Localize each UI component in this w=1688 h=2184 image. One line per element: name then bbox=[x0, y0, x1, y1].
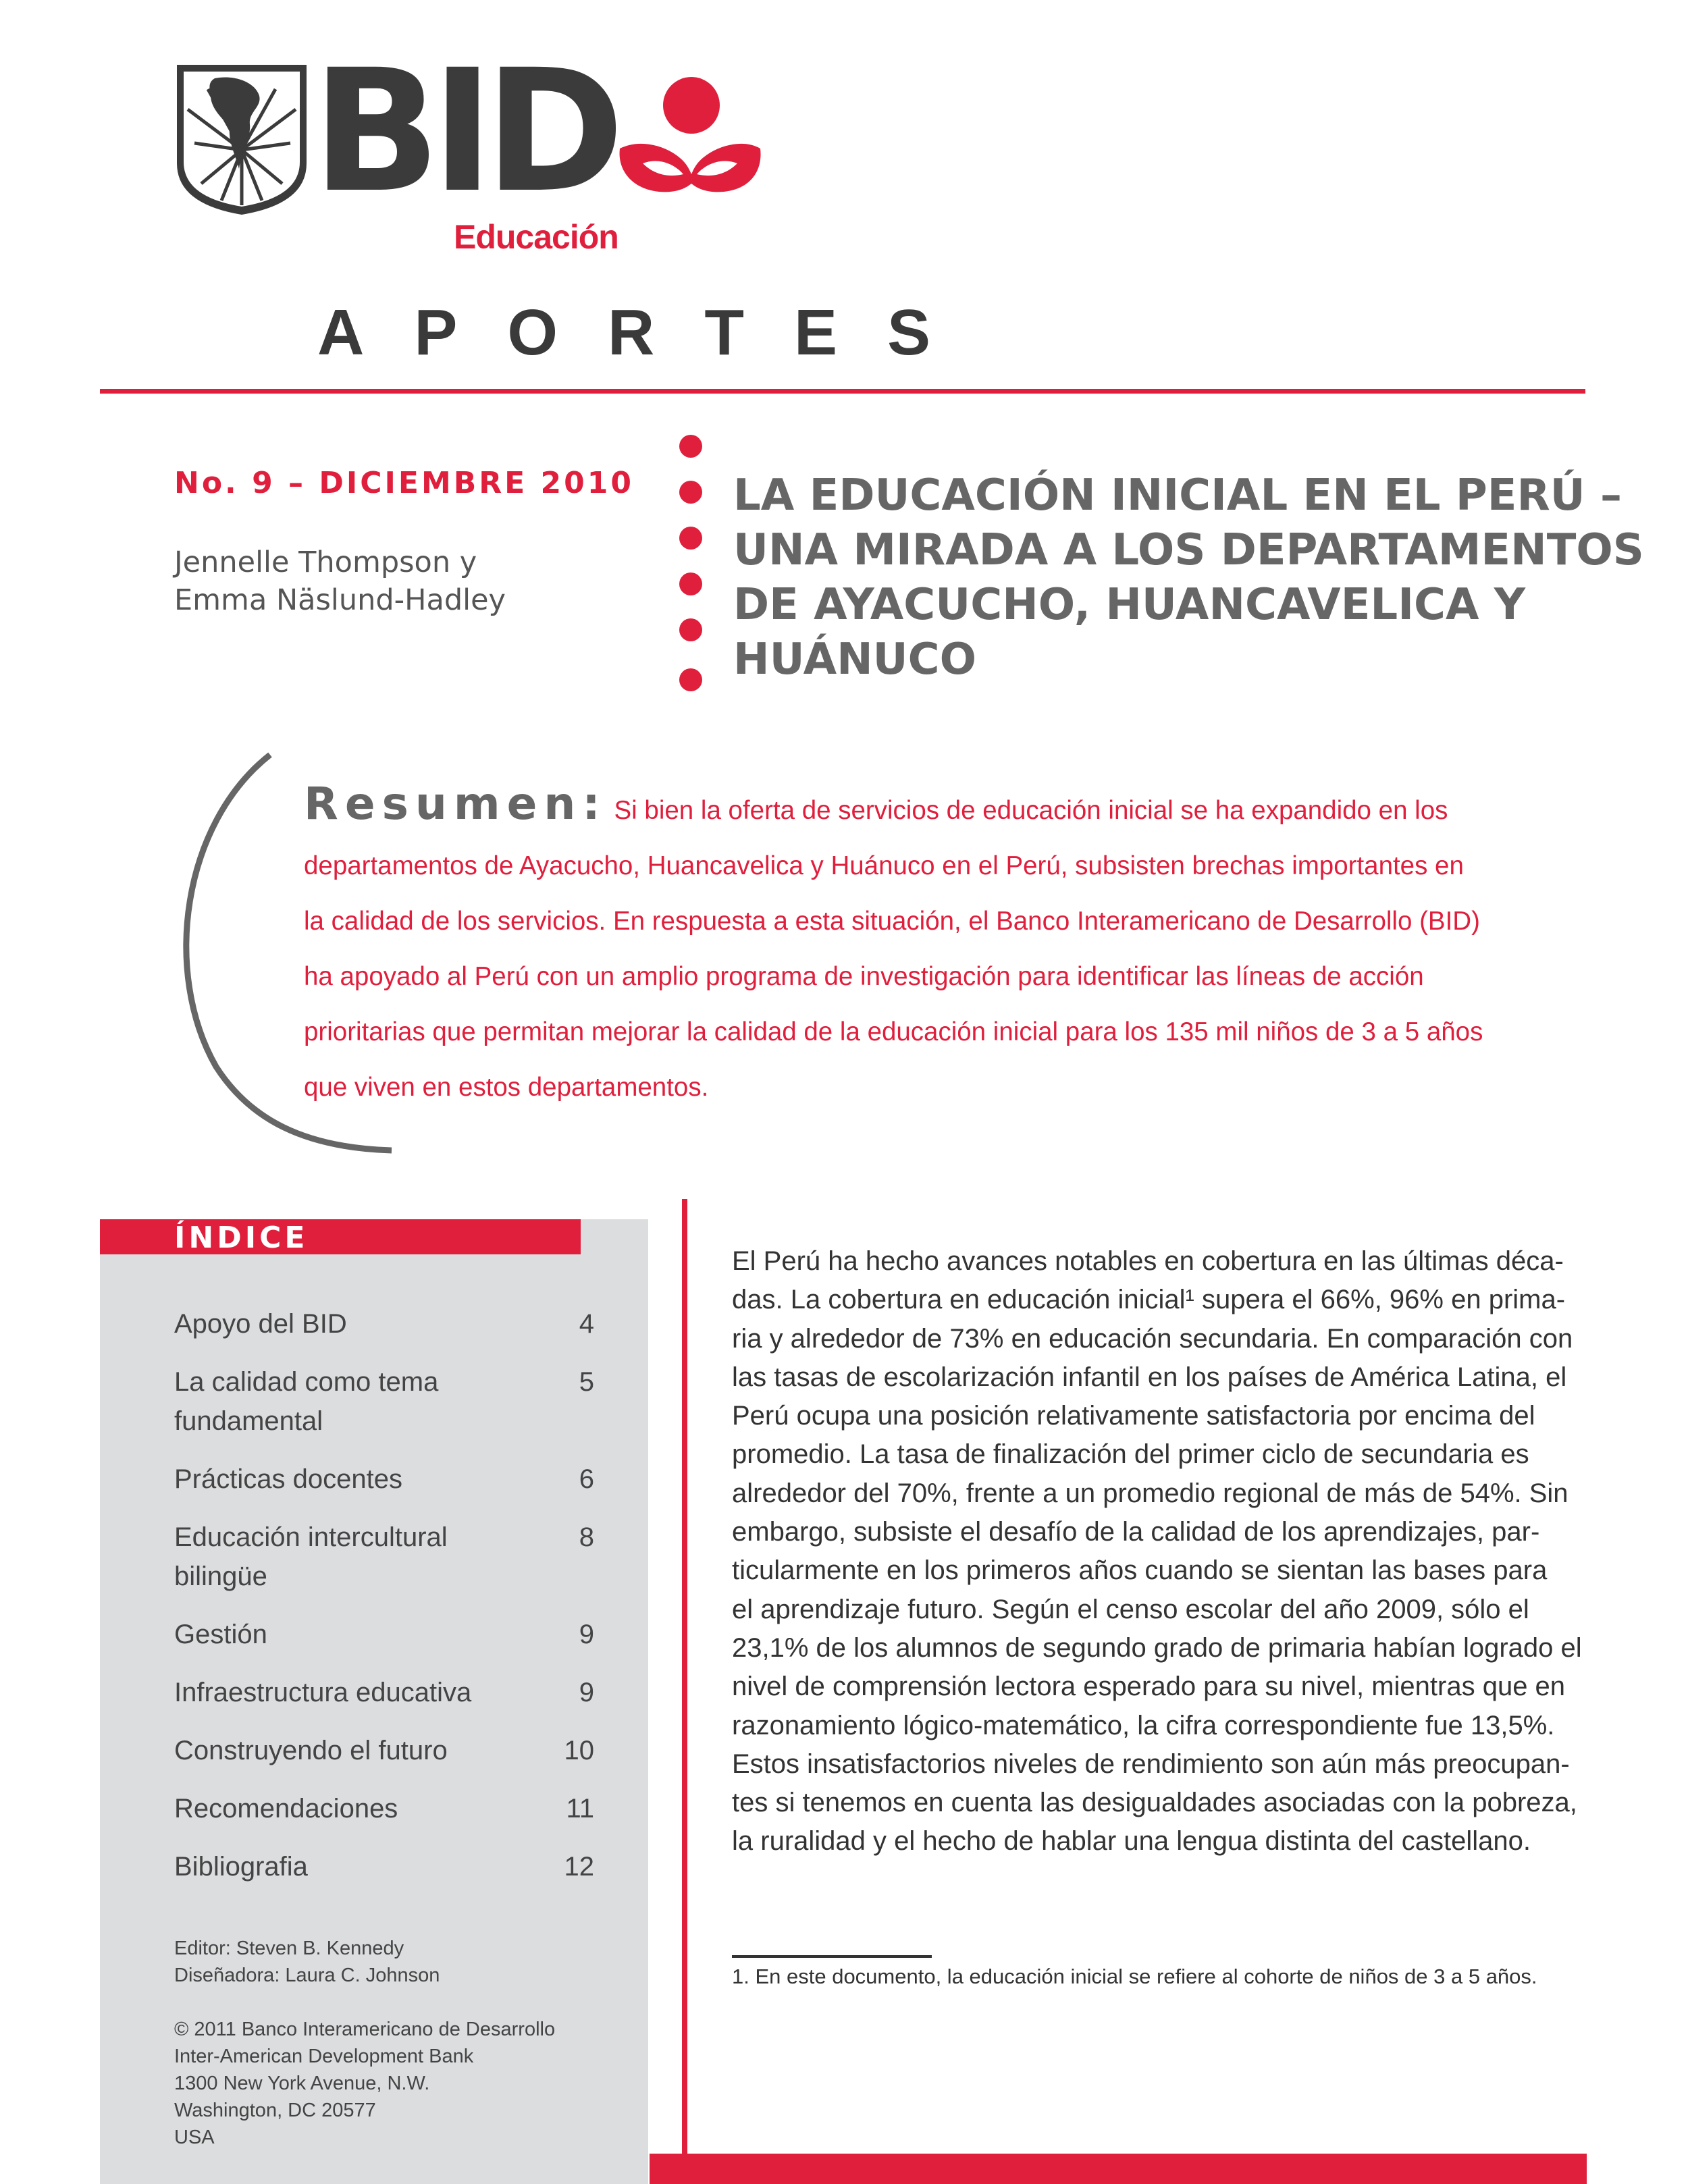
abstract bbox=[304, 776, 1573, 1115]
index-item-label[interactable]: Gestión bbox=[174, 1620, 267, 1649]
bullet-dot bbox=[679, 618, 702, 641]
author-line: Emma Näslund-Hadley bbox=[174, 583, 506, 617]
body-line: promedio. La tasa de finalización del primer ciclo de secundaria es bbox=[732, 1439, 1529, 1470]
title-line: DE AYACUCHO, HUANCAVELICA Y bbox=[733, 580, 1526, 630]
abstract-line: la calidad de los servicios. En respuesta a esta situación, el Banco Interamericano de Desarrollo (BID) bbox=[304, 907, 1480, 936]
abstract-line: departamentos de Ayacucho, Huancavelica y Huánuco en el Perú, subsisten brechas importantes en bbox=[304, 851, 1464, 880]
index-item-page: 6 bbox=[579, 1464, 594, 1494]
body-line: la ruralidad y el hecho de hablar una lengua distinta del castellano. bbox=[732, 1826, 1531, 1857]
body-line: 23,1% de los alumnos de segundo grado de primaria habían logrado el bbox=[732, 1632, 1582, 1663]
index-item-page: 10 bbox=[564, 1736, 594, 1765]
abstract-line: prioritarias que permitan mejorar la calidad de la educación inicial para los 135 mil niños de 3 a 5 años bbox=[304, 1017, 1483, 1046]
body-line: El Perú ha hecho avances notables en cobertura en las últimas déca- bbox=[732, 1246, 1564, 1276]
index-item-label[interactable]: Recomendaciones bbox=[174, 1794, 398, 1823]
copyright-line: Washington, DC 20577 bbox=[174, 2100, 376, 2121]
abstract-line: Si bien la oferta de servicios de educación inicial se ha expandido en los bbox=[614, 796, 1448, 825]
body-line: ticularmente en los primeros años cuando se sientan las bases para bbox=[732, 1555, 1548, 1586]
bullet-dot bbox=[679, 527, 702, 550]
editor-credit: Editor: Steven B. Kennedy bbox=[174, 1938, 404, 1959]
header-divider bbox=[100, 389, 1585, 394]
abstract-line: que viven en estos departamentos. bbox=[304, 1073, 709, 1102]
body-line: das. La cobertura en educación inicial¹ supera el 66%, 96% en prima- bbox=[732, 1285, 1566, 1315]
bullet-dot bbox=[679, 435, 702, 458]
title-line: LA EDUCACIÓN INICIAL EN EL PERÚ – bbox=[733, 471, 1622, 521]
body-line: ria y alrededor de 73% en educación secundaria. En comparación con bbox=[732, 1323, 1573, 1354]
index-item-label[interactable]: Bibliografia bbox=[174, 1852, 308, 1882]
index-item-page: 5 bbox=[579, 1367, 594, 1397]
body-line: Estos insatisfactorios niveles de rendimiento son aún más preocupan- bbox=[732, 1749, 1570, 1779]
bid-wordmark: BID bbox=[312, 33, 616, 230]
title-line: UNA MIRADA A LOS DEPARTAMENTOS bbox=[733, 525, 1644, 575]
index-item-page: 8 bbox=[579, 1522, 594, 1552]
body-line: nivel de comprensión lectora esperado para su nivel, mientras que en bbox=[732, 1672, 1566, 1702]
designer-credit: Diseñadora: Laura C. Johnson bbox=[174, 1965, 440, 1986]
body-line: el aprendizaje futuro. Según el censo escolar del año 2009, sólo el bbox=[732, 1594, 1529, 1624]
body-line: embargo, subsiste el desafío de la calidad de los aprendizajes, par- bbox=[732, 1517, 1540, 1547]
bullet-dot bbox=[679, 668, 702, 691]
body-line: Perú ocupa una posición relativamente satisfactoria por encima del bbox=[732, 1401, 1535, 1431]
index-item-label[interactable]: La calidad como tema fundamental bbox=[174, 1367, 439, 1436]
index-item-label[interactable]: Apoyo del BID bbox=[174, 1309, 347, 1339]
column-divider bbox=[682, 1199, 687, 2184]
index-title: ÍNDICE bbox=[174, 1221, 309, 1255]
body-line: razonamiento lógico-matemático, la cifra correspondiente fue 13,5%. bbox=[732, 1710, 1555, 1740]
copyright-line: © 2011 Banco Interamericano de Desarrollo bbox=[174, 2019, 556, 2040]
copyright-line: Inter-American Development Bank bbox=[174, 2046, 474, 2067]
index-item-page: 11 bbox=[566, 1794, 594, 1823]
index-item-page: 12 bbox=[564, 1852, 594, 1882]
copyright-line: USA bbox=[174, 2127, 215, 2148]
document-title bbox=[733, 469, 1644, 687]
bullet-dot bbox=[679, 481, 702, 504]
copyright-line: 1300 New York Avenue, N.W. bbox=[174, 2073, 430, 2094]
author-line: Jennelle Thompson y bbox=[174, 545, 477, 579]
index-item-page: 9 bbox=[579, 1620, 594, 1649]
index-item-label[interactable]: Prácticas docentes bbox=[174, 1464, 402, 1494]
reader-icon bbox=[616, 76, 764, 196]
index-item-label[interactable]: Educación intercultural bilingüe bbox=[174, 1522, 448, 1591]
abstract-label: Resumen: bbox=[304, 778, 607, 830]
body-line: alrededor del 70%, frente a un promedio regional de más de 54%. Sin bbox=[732, 1478, 1568, 1508]
title-line: HUÁNUCO bbox=[733, 635, 976, 685]
footnote-divider bbox=[732, 1955, 932, 1958]
body-paragraph bbox=[732, 1242, 1589, 1861]
index-item-label[interactable]: Construyendo el futuro bbox=[174, 1736, 448, 1765]
index-item-label[interactable]: Infraestructura educativa bbox=[174, 1678, 472, 1707]
body-line: tes si tenemos en cuenta las desigualdades asociadas con la pobreza, bbox=[732, 1788, 1577, 1818]
bullet-dot bbox=[679, 572, 702, 595]
bid-seal-logo bbox=[174, 62, 309, 216]
index-header-bar bbox=[100, 1219, 581, 1254]
issue-number: No. 9 – DICIEMBRE 2010 bbox=[174, 466, 634, 500]
division-label: Educación bbox=[454, 218, 618, 256]
index-item-page: 4 bbox=[579, 1309, 594, 1339]
series-title: APORTES bbox=[317, 296, 981, 369]
footer-bar bbox=[650, 2154, 1587, 2184]
body-line: las tasas de escolarización infantil en los países de América Latina, el bbox=[732, 1362, 1567, 1392]
abstract-line: ha apoyado al Perú con un amplio programa de investigación para identificar las líneas de acción bbox=[304, 962, 1424, 991]
footnote: 1. En este documento, la educación inicial se refiere al cohorte de niños de 3 a 5 años. bbox=[732, 1965, 1537, 1988]
index-item-page: 9 bbox=[579, 1678, 594, 1707]
